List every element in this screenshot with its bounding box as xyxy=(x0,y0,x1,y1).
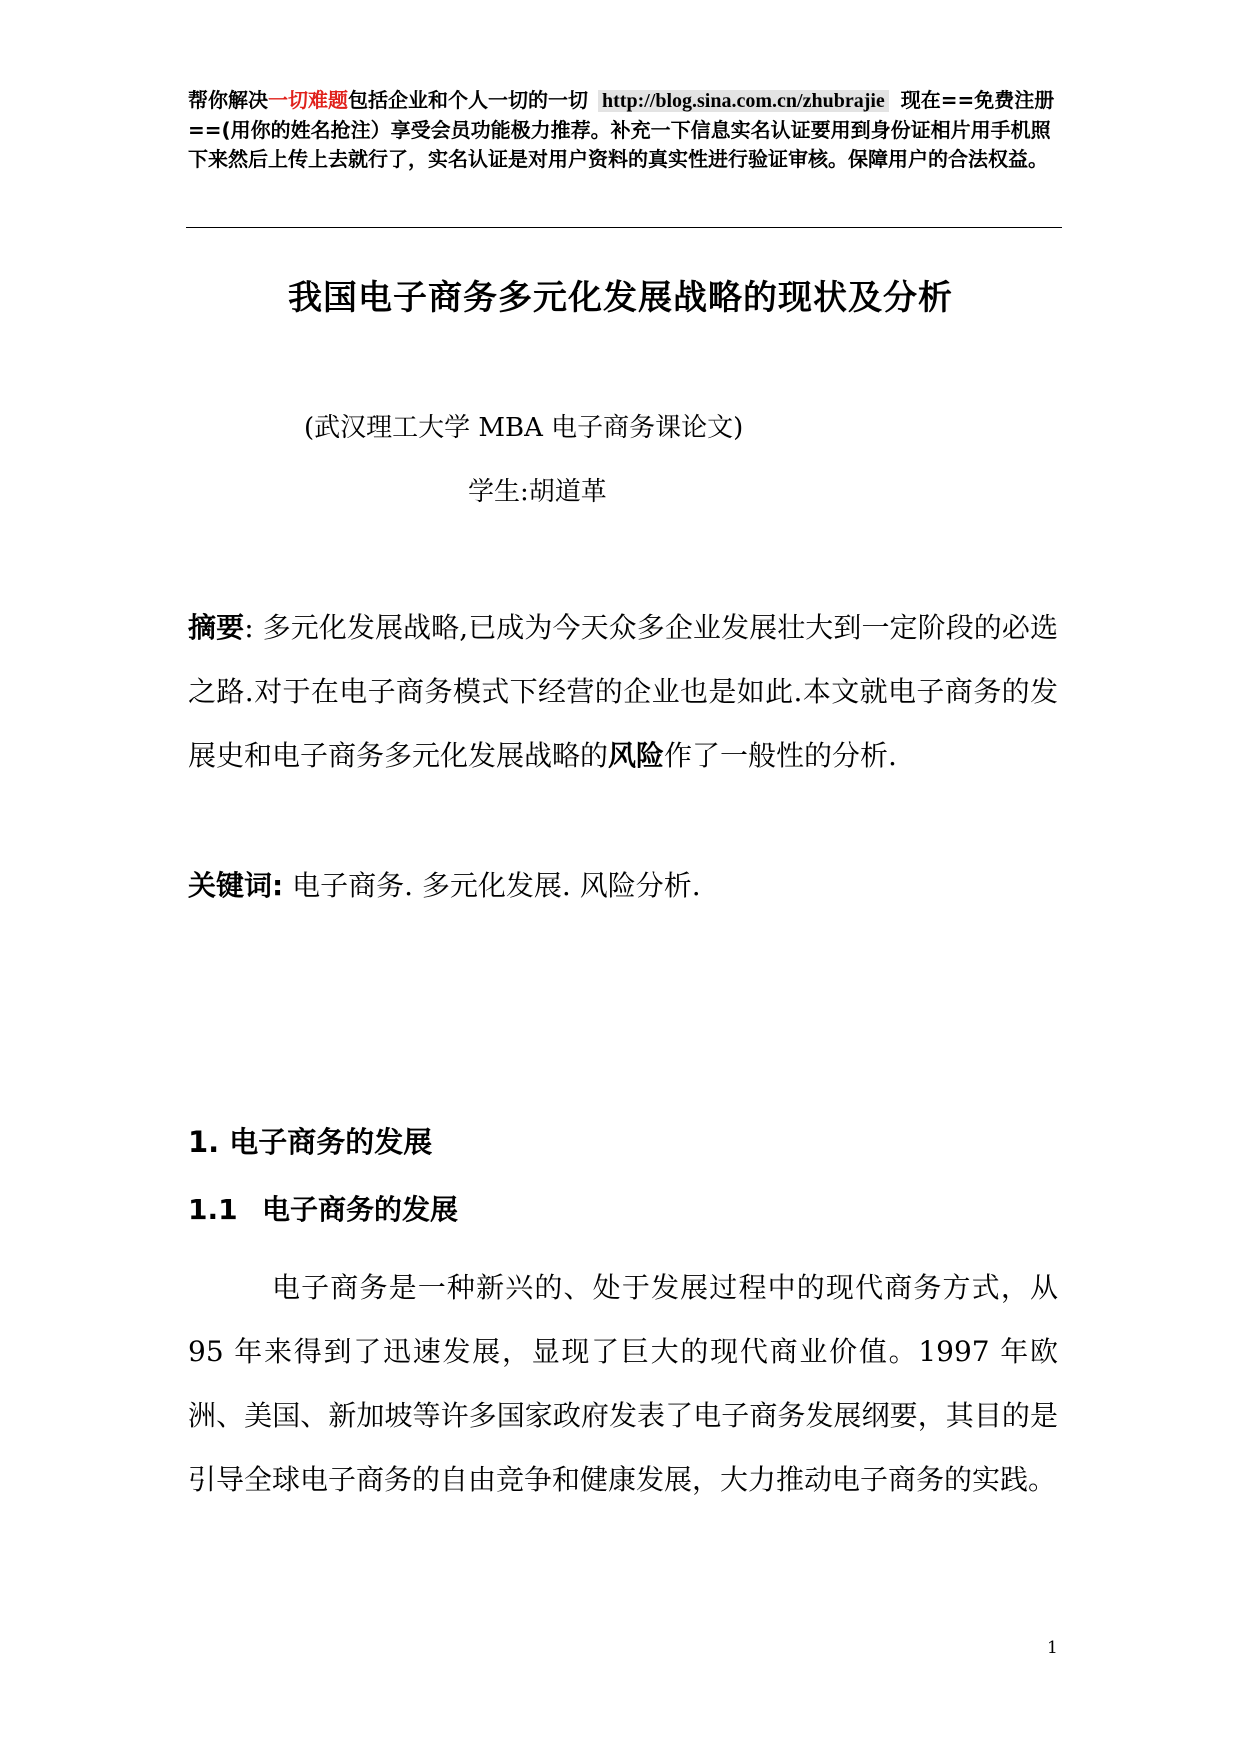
body-paragraph: 电子商务是一种新兴的、处于发展过程中的现代商务方式，从 95 年来得到了迅速发展，显现了巨大的现代商业价值。1997 年欧洲、美国、新加坡等许多国家政府发表了电子商务发展纲要，其目的是引导全球电子商务的自由竞争和健康发展，大力推动电子商务的实践。 xyxy=(188,1271,1058,1496)
subsection-heading xyxy=(188,1188,458,1228)
abstract-text-b: 作了一般性的分析. xyxy=(664,739,897,772)
page-number: 1 xyxy=(1047,1638,1058,1658)
abstract-text-a: : 多元化发展战略,已成为今天众多企业发展壮大到一定阶段的必选之路.对于在电子商务模式下经营的企业也是如此.本文就电子商务的发展史和电子商务多元化发展战略的 xyxy=(188,611,1058,772)
promo-text-2: 包括企业和个人一切的一切 xyxy=(348,88,588,112)
author-line: 学生:胡道革 xyxy=(468,477,607,507)
blog-url-link[interactable]: http://blog.sina.com.cn/zhubrajie xyxy=(598,90,889,112)
promo-text-3: 现在==免费注册==(用你的姓名抢注）享受会员功能极力推荐。补充一下信息实名认证要用到身份证相片用手机照下来然后上传上去就行了，实名认证是对用户资料的真实性进行验证审核。保障用户的合法权益。 xyxy=(188,88,1055,171)
abstract-label: 摘要 xyxy=(188,611,245,644)
promo-text-1: 帮你解决 xyxy=(188,88,268,112)
subsection-title: 电子商务的发展 xyxy=(262,1193,459,1226)
abstract-emphasis: 风险 xyxy=(608,739,665,772)
document-subtitle: (武汉理工大学 MBA 电子商务课论文) xyxy=(304,413,744,443)
abstract-paragraph xyxy=(188,596,1058,788)
promo-highlight: 一切难题 xyxy=(268,88,348,112)
keywords-text: 电子商务. 多元化发展. 风险分析. xyxy=(283,869,701,902)
promo-header xyxy=(188,86,1068,174)
keywords-label: 关键词: xyxy=(188,869,284,902)
subsection-number: 1.1 xyxy=(188,1193,238,1226)
header-divider xyxy=(186,227,1062,228)
section-heading: 1. 电子商务的发展 xyxy=(188,1125,433,1159)
keywords-line xyxy=(188,854,701,918)
document-title: 我国电子商务多元化发展战略的现状及分析 xyxy=(288,278,953,318)
